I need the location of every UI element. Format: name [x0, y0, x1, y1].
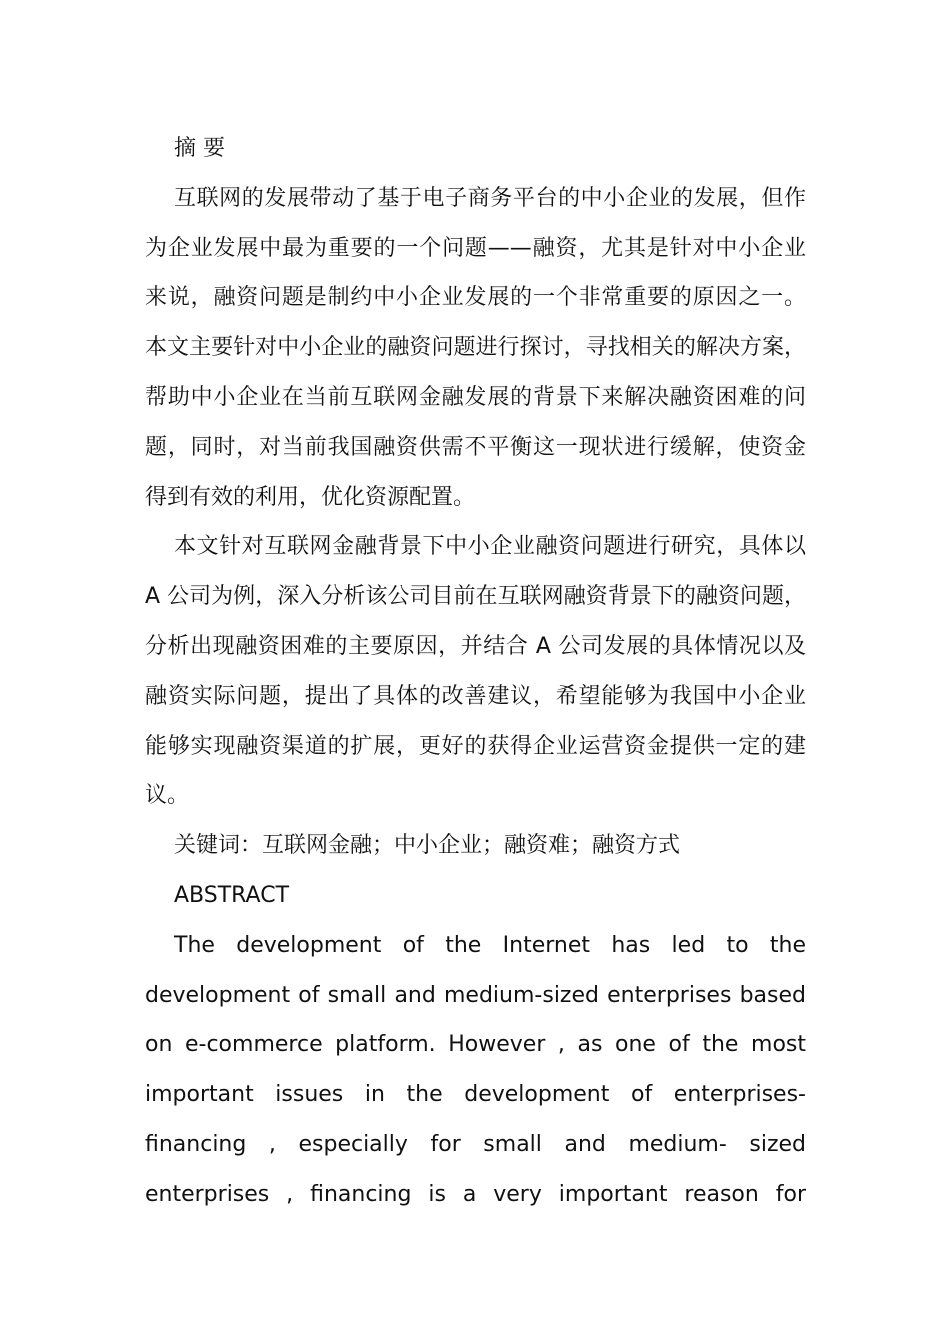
- abstract-heading-en: ABSTRACT: [174, 882, 290, 908]
- text-line: A 公司为例，深入分析该公司目前在互联网融资背景下的融资问题，: [145, 584, 806, 610]
- text-line: on e-commerce platform. However , as one of the most: [145, 1032, 806, 1058]
- text-line: 得到有效的利用，优化资源配置。: [145, 484, 476, 510]
- text-line: financing , especially for small and medium- sized: [145, 1131, 806, 1157]
- text-line: 题，同时，对当前我国融资供需不平衡这一现状进行缓解，使资金: [145, 434, 806, 460]
- abstract-paragraph-en: [145, 921, 806, 1220]
- document-page: [145, 124, 806, 1220]
- text-line: enterprises , financing is a very important reason for: [145, 1181, 806, 1207]
- abstract-paragraph-2: [145, 522, 806, 821]
- text-line: 分析出现融资困难的主要原因，并结合 A 公司发展的具体情况以及: [145, 633, 806, 659]
- text-line: important issues in the development of enterprises-: [145, 1082, 806, 1108]
- text-line: 本文主要针对中小企业的融资问题进行探讨，寻找相关的解决方案，: [145, 335, 806, 361]
- text-line: 能够实现融资渠道的扩展，更好的获得企业运营资金提供一定的建: [145, 733, 806, 759]
- abstract-paragraph-1: [145, 174, 806, 523]
- keywords: 关键词：互联网金融；中小企业；融资难；融资方式: [174, 833, 681, 859]
- text-line: 议。: [145, 783, 190, 809]
- text-line: 来说，融资问题是制约中小企业发展的一个非常重要的原因之一。: [145, 285, 806, 311]
- text-line: 帮助中小企业在当前互联网金融发展的背景下来解决融资困难的问: [145, 384, 806, 410]
- text-line: 为企业发展中最为重要的一个问题——融资，尤其是针对中小企业: [145, 235, 806, 261]
- text-line: 互联网的发展带动了基于电子商务平台的中小企业的发展，但作: [174, 185, 806, 211]
- text-line: The development of the Internet has led to the: [174, 932, 806, 958]
- text-line: 本文针对互联网金融背景下中小企业融资问题进行研究，具体以: [174, 534, 806, 560]
- text-line: 融资实际问题，提出了具体的改善建议，希望能够为我国中小企业: [145, 683, 806, 709]
- text-line: development of small and medium-sized enterprises based: [145, 982, 806, 1008]
- abstract-heading-cn: 摘 要: [174, 136, 225, 161]
